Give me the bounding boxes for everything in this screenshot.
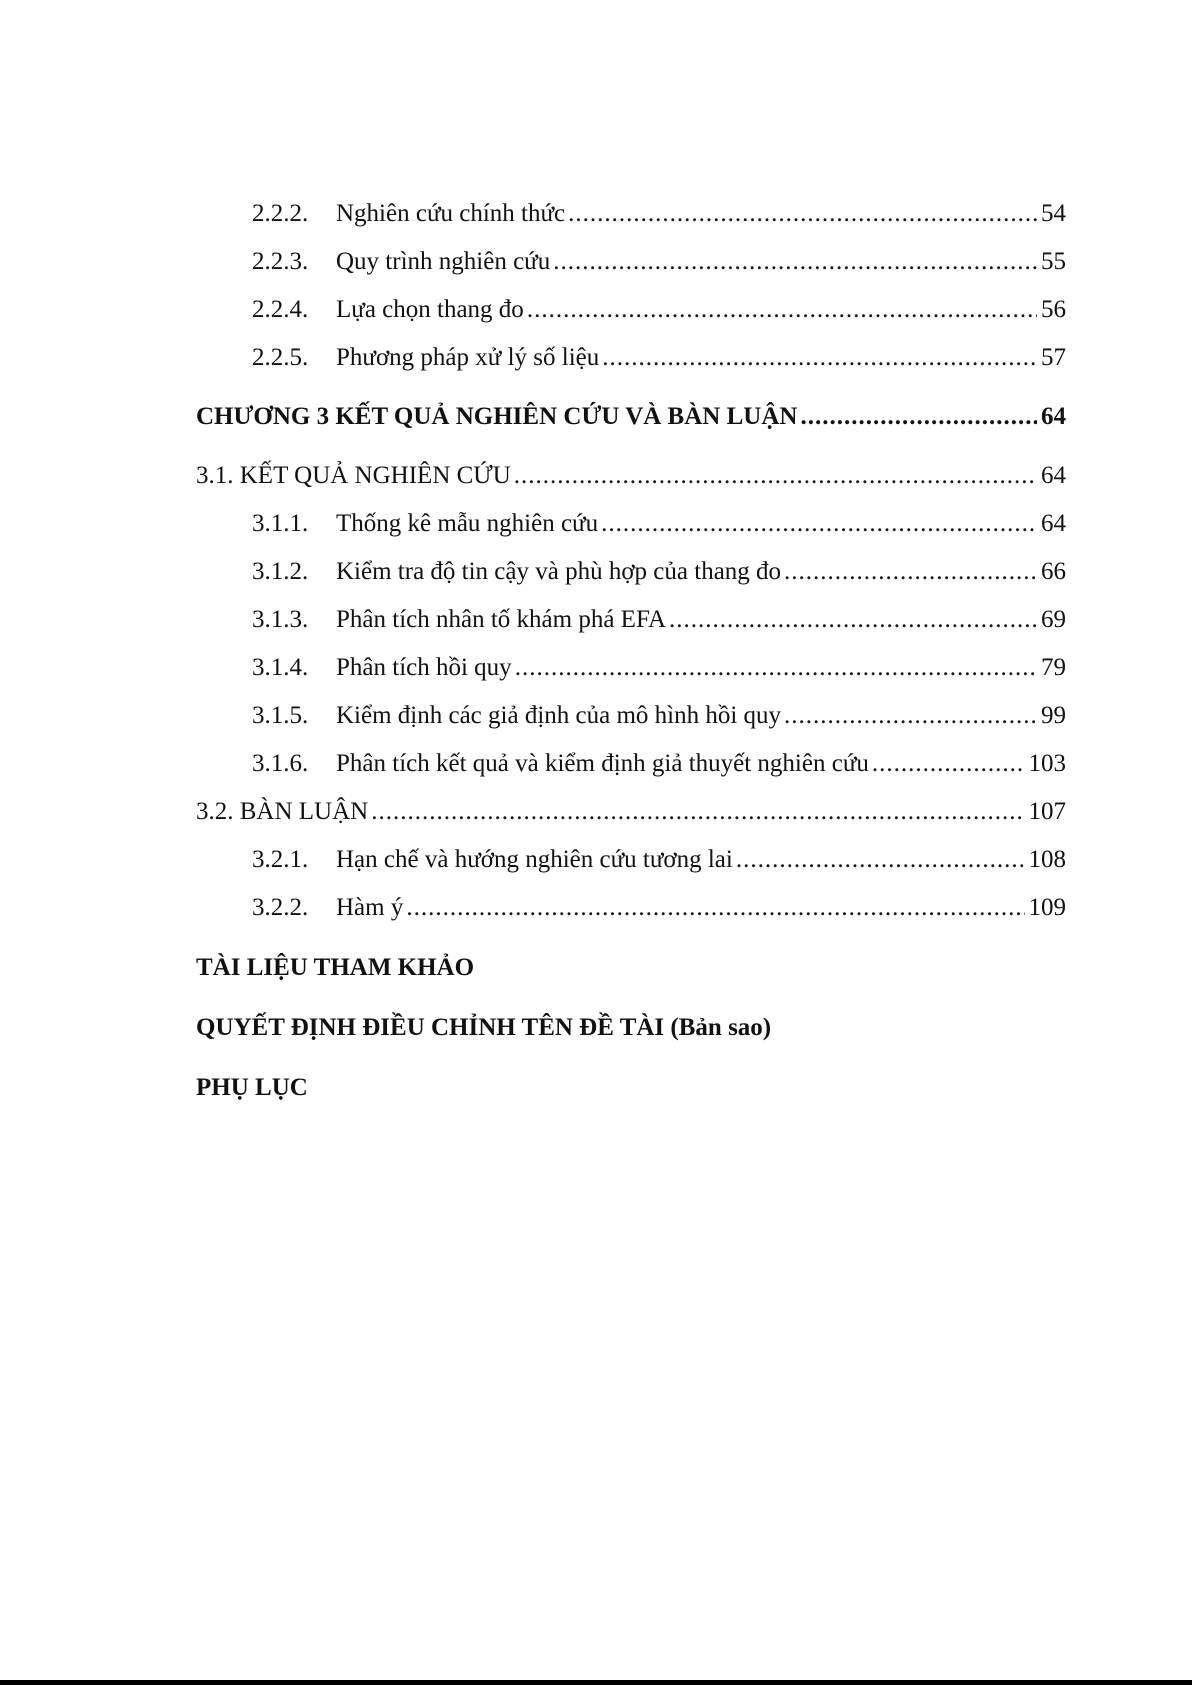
toc-entry-number: 3.1.3. xyxy=(252,606,309,633)
toc-entry-page: 54 xyxy=(1041,200,1066,227)
toc-section-title: 3.2. BÀN LUẬN xyxy=(196,798,369,825)
dot-leader xyxy=(602,342,1037,374)
toc-entry-page: 109 xyxy=(1028,894,1066,921)
toc-entry-3-2-1[interactable] xyxy=(252,844,1066,876)
page-bottom-border xyxy=(0,1680,1192,1685)
dot-leader xyxy=(371,796,1024,828)
toc-entry-title: Hàm ý xyxy=(336,894,404,921)
toc-entry-title: Phân tích hồi quy xyxy=(336,654,512,681)
toc-entry-title: Nghiên cứu chính thức xyxy=(336,200,566,227)
toc-entry-number: 3.1.4. xyxy=(252,654,309,681)
toc-entry-title: Quy trình nghiên cứu xyxy=(336,248,551,275)
toc-entry-2-2-5[interactable] xyxy=(252,342,1066,374)
dot-leader xyxy=(736,844,1025,876)
toc-entry-number: 2.2.2. xyxy=(252,200,309,227)
toc-entry-page: 55 xyxy=(1041,248,1066,275)
toc-chapter-3[interactable] xyxy=(196,401,1066,433)
toc-entry-page: 69 xyxy=(1041,606,1066,633)
toc-chapter-title: CHƯƠNG 3 KẾT QUẢ NGHIÊN CỨU VÀ BÀN LUẬN xyxy=(196,403,798,430)
toc-entry-title: Phân tích nhân tố khám phá EFA xyxy=(336,606,667,633)
toc-references[interactable]: TÀI LIỆU THAM KHẢO xyxy=(196,954,475,981)
toc-entry-3-1-3[interactable] xyxy=(252,604,1066,636)
dot-leader xyxy=(784,700,1037,732)
dot-leader xyxy=(527,294,1037,326)
toc-section-page: 64 xyxy=(1041,462,1066,489)
toc-entry-number: 2.2.5. xyxy=(252,344,309,371)
dot-leader xyxy=(406,892,1024,924)
toc-entry-page: 57 xyxy=(1041,344,1066,371)
dot-leader xyxy=(553,246,1037,278)
toc-entry-number: 3.2.2. xyxy=(252,894,309,921)
toc-entry-title: Kiểm định các giả định của mô hình hồi quy xyxy=(336,702,782,729)
toc-entry-2-2-3[interactable] xyxy=(252,246,1066,278)
toc-section-page: 107 xyxy=(1028,798,1066,825)
toc-section-3-1[interactable] xyxy=(196,460,1066,492)
toc-chapter-page: 64 xyxy=(1041,403,1066,430)
toc-entry-3-2-2[interactable] xyxy=(252,892,1066,924)
dot-leader xyxy=(872,748,1025,780)
toc-section-title: 3.1. KẾT QUẢ NGHIÊN CỨU xyxy=(196,462,511,489)
toc-entry-number: 3.1.2. xyxy=(252,558,309,585)
toc-entry-title: Hạn chế và hướng nghiên cứu tương lai xyxy=(336,846,733,873)
toc-entry-title: Thống kê mẫu nghiên cứu xyxy=(336,510,599,537)
dot-leader xyxy=(800,401,1037,433)
toc-entry-page: 56 xyxy=(1041,296,1066,323)
dot-leader xyxy=(568,198,1037,230)
toc-decision-title[interactable]: QUYẾT ĐỊNH ĐIỀU CHỈNH TÊN ĐỀ TÀI (Bản sao) xyxy=(196,1014,772,1041)
toc-entry-page: 79 xyxy=(1041,654,1066,681)
toc-entry-title: Phân tích kết quả và kiểm định giả thuyết nghiên cứu xyxy=(336,750,869,777)
toc-entry-page: 99 xyxy=(1041,702,1066,729)
toc-entry-page: 108 xyxy=(1028,846,1066,873)
toc-appendix[interactable]: PHỤ LỤC xyxy=(196,1074,308,1101)
toc-entry-number: 2.2.4. xyxy=(252,296,309,323)
dot-leader xyxy=(514,460,1037,492)
toc-entry-title: Phương pháp xử lý số liệu xyxy=(336,344,600,371)
toc-entry-title: Lựa chọn thang đo xyxy=(336,296,524,323)
dot-leader xyxy=(669,604,1037,636)
toc-entry-page: 64 xyxy=(1041,510,1066,537)
toc-entry-number: 3.1.6. xyxy=(252,750,309,777)
toc-entry-title: Kiểm tra độ tin cậy và phù hợp của thang đo xyxy=(336,558,782,585)
toc-entry-2-2-2[interactable] xyxy=(252,198,1066,230)
toc-entry-page: 66 xyxy=(1041,558,1066,585)
toc-entry-3-1-6[interactable] xyxy=(252,748,1066,780)
toc-section-3-2[interactable] xyxy=(196,796,1066,828)
dot-leader xyxy=(515,652,1037,684)
toc-entry-number: 3.1.1. xyxy=(252,510,309,537)
toc-entry-3-1-4[interactable] xyxy=(252,652,1066,684)
dot-leader xyxy=(601,508,1037,540)
toc-entry-number: 3.2.1. xyxy=(252,846,309,873)
toc-entry-page: 103 xyxy=(1028,750,1066,777)
toc-entry-3-1-5[interactable] xyxy=(252,700,1066,732)
dot-leader xyxy=(784,556,1037,588)
toc-entry-number: 2.2.3. xyxy=(252,248,309,275)
toc-entry-number: 3.1.5. xyxy=(252,702,309,729)
toc-entry-3-1-1[interactable] xyxy=(252,508,1066,540)
toc-entry-2-2-4[interactable] xyxy=(252,294,1066,326)
toc-entry-3-1-2[interactable] xyxy=(252,556,1066,588)
